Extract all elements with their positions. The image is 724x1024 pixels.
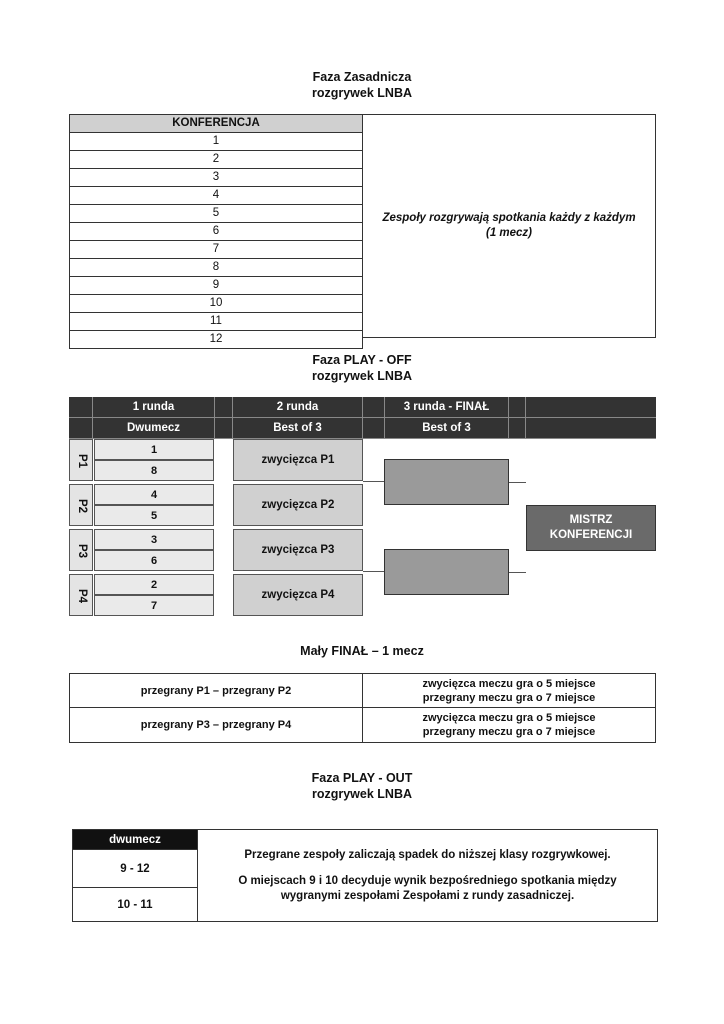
small-final-match: przegrany P3 – przegrany P4 (69, 707, 363, 743)
playoff-title: Faza PLAY - OFF rozgrywek LNBA (311, 353, 413, 383)
seed-cell: 4 (94, 484, 214, 505)
semifinal-box-bottom (384, 549, 509, 595)
playout-title: Faza PLAY - OUT rozgrywek LNBA (311, 771, 413, 801)
bracket-connector (363, 571, 385, 572)
pair-label-box (69, 484, 93, 526)
header-spacer (363, 418, 385, 439)
pair-label-box (69, 439, 93, 481)
seed-cell: 6 (94, 550, 214, 571)
header-spacer (509, 397, 526, 418)
seed-cell: 8 (94, 460, 214, 481)
pair-label-box (69, 529, 93, 571)
conference-table (69, 114, 363, 349)
header-spacer (363, 397, 385, 418)
seed-cell: 1 (94, 439, 214, 460)
header-format-2: Best of 3 (233, 418, 363, 439)
header-format-3: Best of 3 (385, 418, 509, 439)
pair-winner-box: zwycięzca P3 (233, 529, 363, 571)
small-final-result: zwycięzca meczu gra o 5 miejsce przegrany meczu gra o 7 miejsce (362, 673, 656, 708)
seed-cell: 5 (94, 505, 214, 526)
pair-label: P4 (76, 588, 88, 604)
table-row: 10 (70, 295, 362, 313)
header-spacer (69, 418, 93, 439)
header-spacer (215, 418, 233, 439)
header-format-1: Dwumecz (93, 418, 215, 439)
playout-note: Przegrane zespoły zaliczają spadek do niższej klasy rozgrywkowej. O miejscach 9 i 10 decyduje wynik bezpośredniego spotkania między wygranymi zespołami Zespołami z rundy zasadniczej. (197, 829, 658, 922)
bracket-connector (509, 572, 526, 573)
header-spacer (69, 397, 93, 418)
table-row: 8 (70, 259, 362, 277)
pair-label-box (69, 574, 93, 616)
seed-cell: 2 (94, 574, 214, 595)
table-row: 3 (70, 169, 362, 187)
table-row: 6 (70, 223, 362, 241)
header-round-1: 1 runda (93, 397, 215, 418)
table-row: 12 (70, 331, 362, 349)
seed-cell: 7 (94, 595, 214, 616)
conference-table-header: KONFERENCJA (70, 115, 362, 133)
table-row: 7 (70, 241, 362, 259)
playout-pair: 9 - 12 (72, 849, 198, 888)
champion-box: MISTRZ KONFERENCJI (526, 505, 656, 551)
header-spacer (526, 397, 656, 418)
header-round-3: 3 runda - FINAŁ (385, 397, 509, 418)
bracket-connector (363, 481, 385, 482)
header-round-2: 2 runda (233, 397, 363, 418)
playout-pair: 10 - 11 (72, 887, 198, 922)
bracket-connector (509, 482, 526, 483)
playout-left-header: dwumecz (73, 830, 197, 850)
table-row: 11 (70, 313, 362, 331)
header-spacer (215, 397, 233, 418)
round-robin-note: Zespoły rozgrywają spotkania każdy z każdym (1 mecz) (362, 114, 656, 338)
pair-label: P2 (76, 498, 88, 514)
seed-cell: 3 (94, 529, 214, 550)
table-row: 5 (70, 205, 362, 223)
pair-winner-box: zwycięzca P1 (233, 439, 363, 481)
table-row: 4 (70, 187, 362, 205)
header-spacer (526, 418, 656, 439)
pair-winner-box: zwycięzca P2 (233, 484, 363, 526)
pair-label: P1 (76, 453, 88, 469)
table-row: 9 (70, 277, 362, 295)
small-final-result: zwycięzca meczu gra o 5 miejsce przegrany meczu gra o 7 miejsce (362, 707, 656, 743)
small-final-title: Mały FINAŁ – 1 mecz (300, 644, 424, 658)
small-final-match: przegrany P1 – przegrany P2 (69, 673, 363, 708)
header-spacer (509, 418, 526, 439)
pair-winner-box: zwycięzca P4 (233, 574, 363, 616)
pair-label: P3 (76, 543, 88, 559)
table-row: 1 (70, 133, 362, 151)
regular-season-title: Faza Zasadnicza rozgrywek LNBA (311, 70, 413, 100)
table-row: 2 (70, 151, 362, 169)
semifinal-box-top (384, 459, 509, 505)
